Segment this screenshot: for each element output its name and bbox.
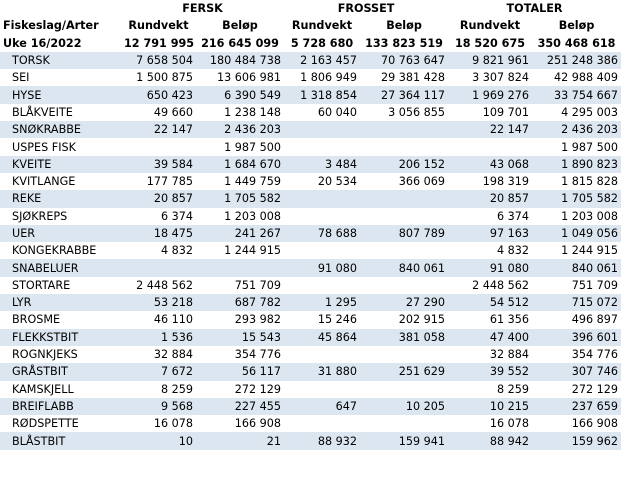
species-name: RØDSPETTE xyxy=(12,417,79,431)
cell-frosset-rundvekt: 45 864 xyxy=(284,329,360,346)
table-row xyxy=(0,208,621,225)
cell-fersk-rundvekt: 4 832 xyxy=(160,244,193,258)
cell-frosset-rundvekt: 3 484 xyxy=(284,156,360,173)
table-row xyxy=(0,277,621,294)
cell-fersk-belop: 2 436 203 xyxy=(196,121,284,138)
cell-fersk-rundvekt: 7 672 xyxy=(121,363,196,380)
cell-totaler-belop: 272 129 xyxy=(571,382,619,396)
cell-frosset-rundvekt: 60 040 xyxy=(317,105,358,119)
cell-frosset-belop: 70 763 647 xyxy=(360,52,448,69)
cell-totaler-belop: 1 890 823 xyxy=(532,156,621,173)
cell-frosset-rundvekt: 1 295 xyxy=(284,294,360,311)
cell-totaler-rundvekt: 91 080 xyxy=(448,259,532,276)
cell-frosset-belop xyxy=(360,190,448,207)
cell-frosset-belop xyxy=(360,208,448,225)
species-name: LYR xyxy=(0,294,121,311)
cell-fersk-belop: 272 129 xyxy=(234,382,282,396)
species-name: FLEKKSTBIT xyxy=(0,329,121,346)
cell-fersk-rundvekt: 7 658 504 xyxy=(121,52,196,69)
cell-frosset-rundvekt xyxy=(284,242,360,259)
cell-frosset-belop xyxy=(360,381,448,398)
cell-totaler-rundvekt: 61 356 xyxy=(489,313,530,327)
species-name: SJØKREPS xyxy=(12,209,68,223)
cell-frosset-belop: 159 941 xyxy=(360,432,448,449)
table-row xyxy=(0,259,621,276)
header-empty-cell xyxy=(0,0,121,17)
cell-frosset-rundvekt xyxy=(284,121,360,138)
species-name: KVEITE xyxy=(0,156,121,173)
table-row xyxy=(0,190,621,207)
cell-frosset-belop: 366 069 xyxy=(398,175,446,189)
cell-fersk-rundvekt: 46 110 xyxy=(153,313,193,327)
cell-totaler-belop: 396 601 xyxy=(532,329,621,346)
cell-totaler-rundvekt: 32 884 xyxy=(489,348,530,362)
cell-fersk-belop xyxy=(196,259,284,276)
cell-fersk-belop: 1 203 008 xyxy=(224,209,282,223)
group-header-fersk: FERSK xyxy=(182,2,223,16)
cell-fersk-belop: 1 449 759 xyxy=(224,175,282,189)
cell-frosset-rundvekt xyxy=(284,277,360,294)
cell-frosset-belop: 27 364 117 xyxy=(360,86,448,103)
cell-fersk-rundvekt: 20 857 xyxy=(121,190,196,207)
cell-fersk-belop: 1 684 670 xyxy=(196,156,284,173)
cell-frosset-belop xyxy=(360,346,448,363)
table-row xyxy=(0,432,621,449)
cell-totaler-belop: 251 248 386 xyxy=(532,52,621,69)
cell-totaler-belop: 42 988 409 xyxy=(553,71,619,85)
cell-totaler-belop: 166 908 xyxy=(571,417,619,431)
cell-frosset-belop: 27 290 xyxy=(360,294,448,311)
species-name: UER xyxy=(0,225,121,242)
cell-frosset-belop: 807 789 xyxy=(360,225,448,242)
cell-totaler-rundvekt: 6 374 xyxy=(496,209,530,223)
week-total-row xyxy=(0,35,621,52)
week-fersk-belop: 216 645 099 xyxy=(201,36,279,50)
cell-totaler-belop: 751 709 xyxy=(571,278,619,292)
cell-fersk-belop: 166 908 xyxy=(234,417,282,431)
cell-fersk-rundvekt: 16 078 xyxy=(153,417,193,431)
species-name: KAMSKJELL xyxy=(12,382,74,396)
cell-fersk-rundvekt: 177 785 xyxy=(146,175,193,189)
cell-totaler-belop: 2 436 203 xyxy=(532,121,621,138)
cell-fersk-rundvekt xyxy=(121,259,196,276)
species-name: SNØKRABBE xyxy=(0,121,121,138)
cell-frosset-belop: 202 915 xyxy=(398,313,446,327)
cell-totaler-rundvekt: 22 147 xyxy=(448,121,532,138)
species-name: SEI xyxy=(12,71,30,85)
species-name: KVITLANGE xyxy=(12,175,76,189)
cell-totaler-rundvekt: 47 400 xyxy=(448,329,532,346)
table-row xyxy=(0,346,621,363)
table-row xyxy=(0,121,621,138)
cell-fersk-rundvekt: 650 423 xyxy=(121,86,196,103)
cell-fersk-belop: 6 390 549 xyxy=(196,86,284,103)
cell-totaler-belop: 840 061 xyxy=(532,259,621,276)
cell-frosset-belop: 3 056 855 xyxy=(388,105,446,119)
cell-totaler-belop: 1 049 056 xyxy=(532,225,621,242)
cell-fersk-belop: 1 705 582 xyxy=(196,190,284,207)
cell-fersk-rundvekt: 2 448 562 xyxy=(136,278,193,292)
cell-fersk-belop: 180 484 738 xyxy=(196,52,284,69)
table-row xyxy=(0,86,621,103)
cell-totaler-belop: 496 897 xyxy=(571,313,619,327)
cell-frosset-belop: 206 152 xyxy=(360,156,448,173)
cell-fersk-rundvekt: 10 xyxy=(121,432,196,449)
table-row xyxy=(0,398,621,415)
cell-totaler-rundvekt: 3 307 824 xyxy=(472,71,530,85)
table-row xyxy=(0,69,621,86)
cell-fersk-rundvekt: 49 660 xyxy=(153,105,193,119)
cell-fersk-belop: 1 244 915 xyxy=(224,244,282,258)
cell-totaler-belop: 1 987 500 xyxy=(561,140,619,154)
cell-totaler-rundvekt: 88 942 xyxy=(448,432,532,449)
table-row xyxy=(0,381,621,398)
cell-totaler-rundvekt: 4 832 xyxy=(496,244,530,258)
table-row xyxy=(0,415,621,432)
cell-totaler-rundvekt: 97 163 xyxy=(448,225,532,242)
table-row xyxy=(0,173,621,190)
species-name: HYSE xyxy=(0,86,121,103)
cell-frosset-rundvekt xyxy=(284,138,360,155)
cell-fersk-belop: 13 606 981 xyxy=(216,71,282,85)
species-name: REKE xyxy=(0,190,121,207)
cell-frosset-rundvekt: 91 080 xyxy=(284,259,360,276)
species-name: BLÅKVEITE xyxy=(12,105,73,119)
table-row xyxy=(0,329,621,346)
cell-fersk-belop: 56 117 xyxy=(196,363,284,380)
cell-totaler-rundvekt: 39 552 xyxy=(448,363,532,380)
cell-frosset-belop: 840 061 xyxy=(360,259,448,276)
cell-fersk-rundvekt xyxy=(121,138,196,155)
cell-totaler-rundvekt: 2 448 562 xyxy=(472,278,530,292)
species-name: BREIFLABB xyxy=(0,398,121,415)
cell-frosset-rundvekt: 15 246 xyxy=(317,313,358,327)
cell-frosset-rundvekt xyxy=(284,190,360,207)
cell-frosset-rundvekt xyxy=(284,415,360,432)
cell-totaler-rundvekt: 43 068 xyxy=(448,156,532,173)
cell-frosset-belop xyxy=(360,242,448,259)
cell-fersk-rundvekt: 32 884 xyxy=(153,348,193,362)
cell-frosset-belop: 10 205 xyxy=(360,398,448,415)
table-row xyxy=(0,242,621,259)
cell-fersk-belop: 751 709 xyxy=(234,278,282,292)
species-name: GRÅSTBIT xyxy=(0,363,121,380)
cell-frosset-rundvekt: 2 163 457 xyxy=(284,52,360,69)
cell-totaler-rundvekt: 10 215 xyxy=(448,398,532,415)
column-header-frosset-rundvekt: Rundvekt xyxy=(291,19,353,33)
cell-frosset-belop: 381 058 xyxy=(360,329,448,346)
cell-totaler-belop: 1 815 828 xyxy=(561,175,619,189)
column-header-species: Fiskeslag/Arter xyxy=(3,19,99,33)
cell-fersk-belop: 354 776 xyxy=(234,348,282,362)
table-row xyxy=(0,311,621,328)
cell-fersk-rundvekt: 1 536 xyxy=(121,329,196,346)
cell-fersk-belop: 687 782 xyxy=(196,294,284,311)
cell-fersk-rundvekt: 8 259 xyxy=(160,382,193,396)
cell-frosset-belop: 29 381 428 xyxy=(380,71,446,85)
cell-totaler-belop: 1 203 008 xyxy=(561,209,619,223)
cell-totaler-belop: 4 295 003 xyxy=(561,105,619,119)
table-row xyxy=(0,225,621,242)
cell-totaler-belop: 33 754 667 xyxy=(532,86,621,103)
cell-fersk-rundvekt: 39 584 xyxy=(121,156,196,173)
cell-frosset-rundvekt: 78 688 xyxy=(284,225,360,242)
cell-frosset-rundvekt: 20 534 xyxy=(317,175,358,189)
cell-totaler-rundvekt: 54 512 xyxy=(448,294,532,311)
table-row xyxy=(0,104,621,121)
species-name: TORSK xyxy=(0,52,121,69)
week-fersk-rundvekt: 12 791 995 xyxy=(124,36,195,50)
table-row xyxy=(0,156,621,173)
species-name: KONGEKRABBE xyxy=(12,244,97,258)
cell-fersk-belop: 21 xyxy=(196,432,284,449)
species-name: USPES FISK xyxy=(12,140,76,154)
cell-fersk-belop: 15 543 xyxy=(196,329,284,346)
cell-totaler-rundvekt: 109 701 xyxy=(482,105,530,119)
table-row xyxy=(0,294,621,311)
cell-fersk-belop: 227 455 xyxy=(196,398,284,415)
table-row xyxy=(0,138,621,155)
cell-totaler-belop: 1 705 582 xyxy=(532,190,621,207)
cell-frosset-belop xyxy=(360,415,448,432)
species-name: BROSME xyxy=(12,313,61,327)
cell-frosset-rundvekt xyxy=(284,381,360,398)
cell-frosset-belop: 251 629 xyxy=(360,363,448,380)
cell-fersk-belop: 241 267 xyxy=(196,225,284,242)
cell-totaler-rundvekt: 9 821 961 xyxy=(448,52,532,69)
cell-frosset-rundvekt: 31 880 xyxy=(284,363,360,380)
species-name: SNABELUER xyxy=(0,259,121,276)
column-header-frosset-belop: Beløp xyxy=(386,19,422,33)
cell-totaler-belop: 307 746 xyxy=(532,363,621,380)
column-header-totaler-rundvekt: Rundvekt xyxy=(459,19,521,33)
species-name: BLÅSTBIT xyxy=(0,432,121,449)
cell-fersk-rundvekt: 6 374 xyxy=(160,209,193,223)
cell-totaler-rundvekt: 1 969 276 xyxy=(448,86,532,103)
cell-totaler-rundvekt: 198 319 xyxy=(482,175,530,189)
cell-fersk-rundvekt: 53 218 xyxy=(121,294,196,311)
week-frosset-rundvekt: 5 728 680 xyxy=(290,36,354,50)
cell-frosset-rundvekt: 88 932 xyxy=(284,432,360,449)
cell-frosset-belop xyxy=(360,138,448,155)
cell-totaler-rundvekt: 16 078 xyxy=(489,417,530,431)
cell-totaler-rundvekt: 8 259 xyxy=(496,382,530,396)
group-header-totaler: TOTALER xyxy=(506,2,563,16)
species-name: ROGNKJEKS xyxy=(12,348,78,362)
cell-totaler-belop: 237 659 xyxy=(532,398,621,415)
column-header-fersk-rundvekt: Rundvekt xyxy=(128,19,189,33)
cell-frosset-rundvekt xyxy=(284,208,360,225)
group-header-row xyxy=(0,0,621,17)
cell-frosset-belop xyxy=(360,121,448,138)
species-name: STORTARE xyxy=(12,278,71,292)
cell-totaler-belop: 715 072 xyxy=(532,294,621,311)
group-header-frosset: FROSSET xyxy=(337,2,395,16)
cell-totaler-rundvekt: 20 857 xyxy=(448,190,532,207)
cell-fersk-rundvekt: 1 500 875 xyxy=(136,71,193,85)
table-row xyxy=(0,363,621,380)
cell-totaler-rundvekt xyxy=(448,138,532,155)
column-header-fersk-belop: Beløp xyxy=(222,19,258,33)
cell-totaler-belop: 354 776 xyxy=(571,348,619,362)
cell-frosset-belop xyxy=(360,277,448,294)
cell-totaler-belop: 159 962 xyxy=(532,432,621,449)
cell-fersk-belop: 1 987 500 xyxy=(224,140,282,154)
week-totaler-belop: 350 468 618 xyxy=(537,36,616,50)
table-row xyxy=(0,52,621,69)
week-totaler-rundvekt: 18 520 675 xyxy=(454,36,526,50)
week-frosset-belop: 133 823 519 xyxy=(365,36,443,50)
cell-fersk-rundvekt: 22 147 xyxy=(121,121,196,138)
cell-frosset-rundvekt: 647 xyxy=(284,398,360,415)
cell-totaler-belop: 1 244 915 xyxy=(561,244,619,258)
cell-frosset-rundvekt: 1 806 949 xyxy=(300,71,358,85)
cell-fersk-rundvekt: 18 475 xyxy=(121,225,196,242)
cell-frosset-rundvekt xyxy=(284,346,360,363)
cell-fersk-belop: 293 982 xyxy=(234,313,282,327)
column-header-totaler-belop: Beløp xyxy=(558,19,595,33)
cell-frosset-rundvekt: 1 318 854 xyxy=(284,86,360,103)
cell-fersk-rundvekt: 9 568 xyxy=(121,398,196,415)
week-label: Uke 16/2022 xyxy=(3,36,82,50)
column-header-row xyxy=(0,17,621,34)
cell-fersk-belop: 1 238 148 xyxy=(224,105,282,119)
